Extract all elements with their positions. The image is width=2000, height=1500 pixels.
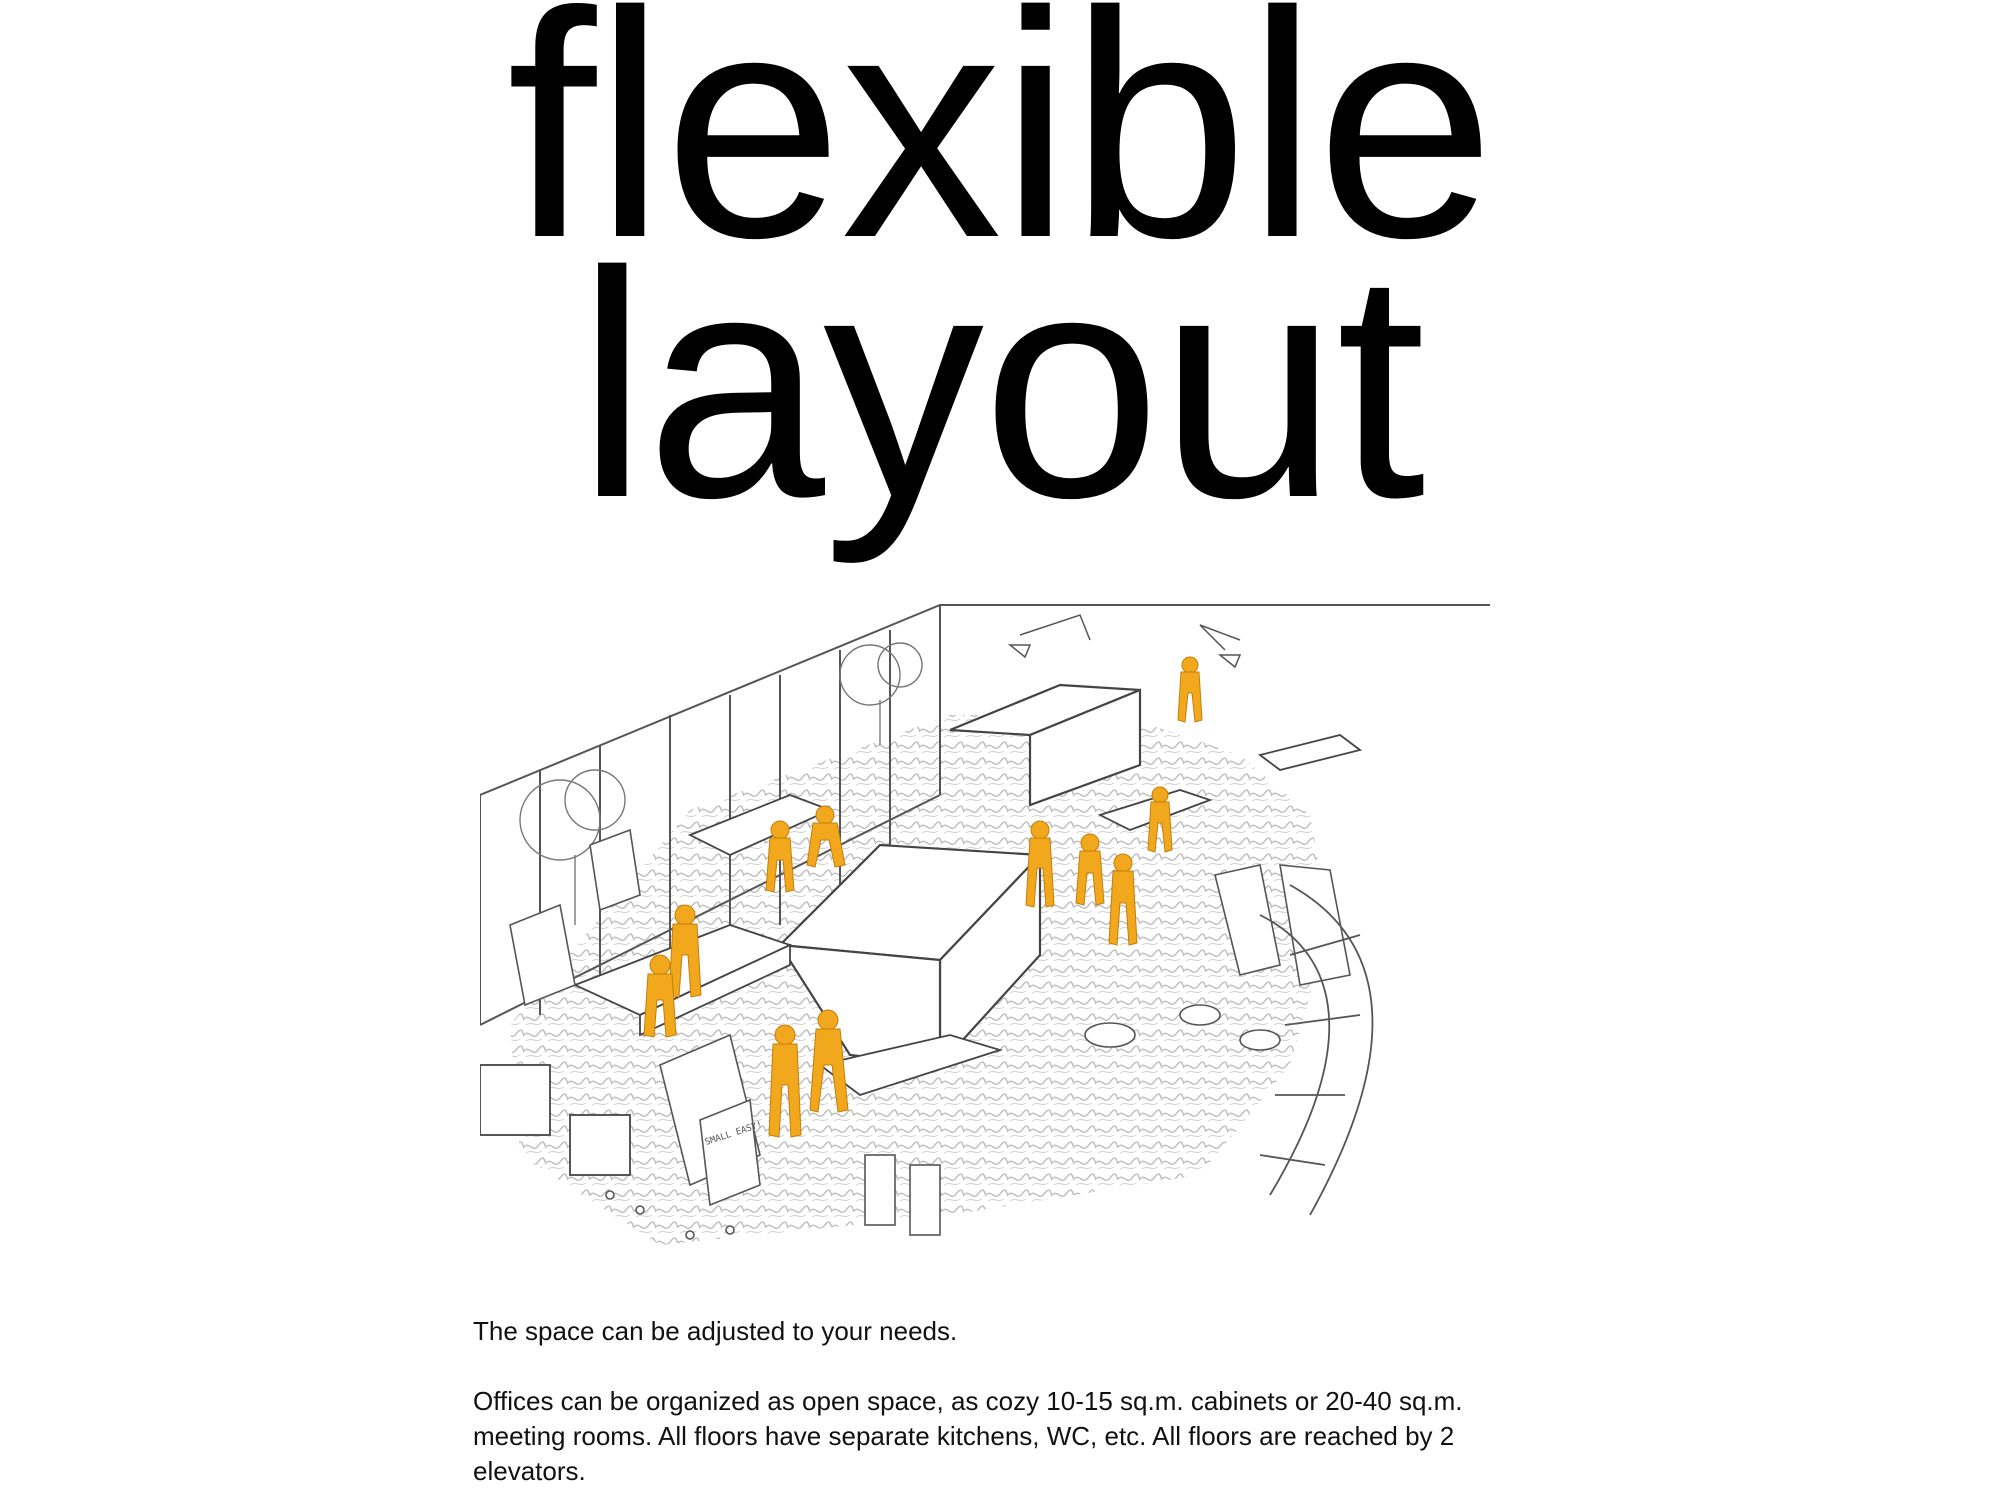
title-line-2: layout [576,206,1424,565]
whiteboard-note: SMALL EASY! [703,1119,764,1148]
details-paragraph: Offices can be organized as open space, as cozy 10-15 sq.m. cabinets or 20-40 sq.m. meeting rooms. All floors have separate kitchens, WC, etc. All floors are reached by 2 elevators. [473,1386,1463,1486]
title-line-1: flexible [506,0,1494,305]
intro-paragraph: The space can be adjusted to your needs. [473,1316,958,1346]
lamp-icon [1010,615,1240,667]
office-sketch-illustration [480,595,1550,1285]
